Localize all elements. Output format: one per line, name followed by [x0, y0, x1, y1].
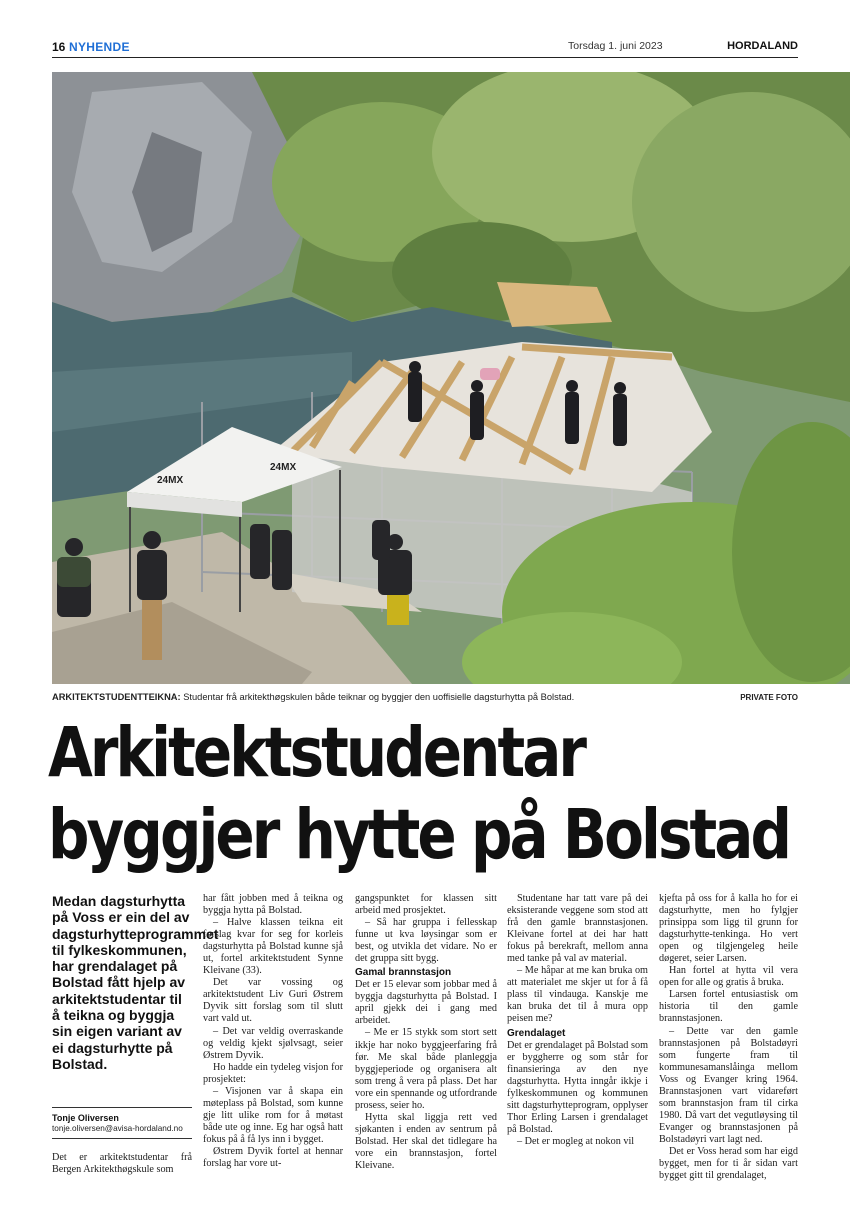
- paragraph: – Me er 15 stykk som stort sett ikkje har noko byggjeerfaring frå før. Me skal både planleggja byggjeperiode og organisera alt som treng å vera på plass. Det har vore ein spennande og utfordrande prosess, seier ho.: [355, 1027, 497, 1111]
- photo-credit: PRIVATE FOTO: [740, 693, 798, 702]
- body-column-1: [203, 893, 343, 1183]
- headline-line-1: Arkitektstudentar: [48, 713, 585, 793]
- subheading-brannstasjon: Gamal brannstasjon: [355, 967, 452, 979]
- paragraph: – Så har gruppa i fellesskap funne ut kva løysingar som er best, og utvikla det vidare. No er det gruppa sitt bygg.: [355, 917, 497, 965]
- paragraph: kjefta på oss for å kalla ho for ei dagsturhytte, men ho fylgjer prinsippa som ligg til grunn for dagsturhytte-tenkinga. Ho vert open og tilgjengeleg heile døgeret, seier Larsen.: [659, 893, 798, 965]
- header-rule: [52, 57, 798, 58]
- paragraph: – Visjonen var å skapa ein møteplass på Bolstad, som kunne gje litt ulike rom for å møtast både ute og inne. Eg har også hatt fokus på å få lys inn i bygget.: [203, 1085, 343, 1145]
- paragraph: Østrem Dyvik fortel at hennar forslag har vore ut-: [203, 1145, 343, 1170]
- paragraph: Det var vossing og arkitektstudent Liv Guri Østrem Dyvik sitt forslag som til slutt vart vald ut.: [203, 977, 343, 1025]
- body-column-4: [659, 893, 798, 1183]
- byline-top-rule: [52, 1107, 192, 1108]
- page-header: [52, 40, 798, 58]
- paragraph: – Dette var den gamle brannstasjonen på Bolstadøyri som fungerte fram til kommunesamanslåinga mellom Voss og Evanger kring 1964. Brannstasjonen vart vidareført som brannstasjon fram til cirka 1980. Då vart det vegutløysing til Evanger og brannstasjonen på Bolstadøyri vart lagt ned.: [659, 1025, 798, 1145]
- headline-line-2: byggjer hytte på Bolstad: [48, 795, 790, 875]
- body-column-0: [52, 1152, 192, 1182]
- paragraph: – Det er mogleg at nokon vil: [517, 1135, 635, 1147]
- subheading-grendalaget: Grendalaget: [507, 1027, 566, 1039]
- paragraph: Ho hadde ein tydeleg visjon for prosjektet:: [203, 1061, 343, 1085]
- photo-caption: [52, 691, 798, 703]
- body-column-2: [355, 893, 497, 1183]
- page-number: 16: [52, 40, 66, 54]
- byline-bottom-rule: [52, 1138, 192, 1139]
- lead-photo: [52, 72, 850, 684]
- byline-email[interactable]: tonje.oliversen@avisa-hordaland.no: [52, 1124, 183, 1133]
- paragraph: Det er arkitektstudentar frå Bergen Arkitekthøgskule som: [52, 1152, 192, 1176]
- paragraph: Studentane har tatt vare på dei eksisterande veggene som stod att frå den gamle brannstasjonen. Kleivane fortel at dei har hatt fokus på berekraft, mellom anna med tanke på val av material.: [507, 893, 648, 965]
- paragraph: Hytta skal liggja rett ved sjøkanten i enden av sentrum på Bolstad. Her skal det tidlegare ha vore ein brannstasjon, fortel Kleivane.: [355, 1111, 497, 1171]
- section-label: NYHENDE: [69, 40, 130, 54]
- body-column-3: [507, 893, 648, 1183]
- tent-logo-text-2: 24MX: [270, 462, 297, 473]
- caption-label: ARKITEKTSTUDENTTEIKNA:: [52, 692, 181, 702]
- paragraph: – Det var veldig overraskande og veldig kjekt sjølvsagt, seier Østrem Dyvik.: [203, 1025, 343, 1061]
- paragraph: har fått jobben med å teikna og byggja hytta på Bolstad.: [203, 893, 343, 917]
- paragraph: Det er 15 elevar som jobbar med å byggja dagsturhytta på Bolstad. I april gjekk dei i gang med arbeidet.: [355, 979, 497, 1027]
- paragraph: – Halve klassen teikna eit forslag kvar for seg for korleis dagsturhytta på Bolstad kunne sjå ut, fortel arkitektstudent Synne Kleivane (33).: [203, 917, 343, 977]
- caption-text: Studentar frå arkitekthøgskulen både teiknar og byggjer den uoffisielle dagsturhytta på Bolstad.: [180, 692, 575, 702]
- paragraph: Han fortel at hytta vil vera open for alle og gratis å bruka.: [659, 965, 798, 989]
- byline-name: Tonje Oliversen: [52, 1113, 119, 1123]
- paragraph: Larsen fortel entusiastisk om historia til den gamle brannstasjonen.: [659, 989, 798, 1025]
- issue-date: Torsdag 1. juni 2023: [568, 40, 663, 52]
- paragraph: – Me håpar at me kan bruka om att materialet me skjer ut for å få plass til vindauga. Kanskje me kan bruka det til å mura opp peisen me?: [507, 965, 648, 1025]
- tent-logo-text-1: 24MX: [157, 475, 184, 486]
- region-label: HORDALAND: [727, 40, 798, 52]
- paragraph: Det er Voss herad som har eigd bygget, men for ti år sidan vart bygget gitt til grendalaget,: [659, 1145, 798, 1182]
- paragraph: gangspunktet for klassen sitt arbeid med prosjektet.: [355, 893, 497, 917]
- lead-paragraph: Medan dagsturhytta på Voss er ein del av dagsturhytteprogrammet til fylkeskommunen, har grendalaget på Bolstad fått hjelp av arkitektstudentar til å teikna og byggja sin eigen variant av ei dagsturhytte på Bolstad.: [52, 893, 219, 1072]
- paragraph: Det er grendalaget på Bolstad som er byggherre og som står for finansieringa av den nye dagsturhytta. Hytta inngår ikkje i fylkeskommunen og kommunen sitt dagsturhytteprogram, opplyser Thor Erling Larsen i grendalaget på Bolstad.: [507, 1039, 648, 1135]
- headline: [48, 712, 790, 876]
